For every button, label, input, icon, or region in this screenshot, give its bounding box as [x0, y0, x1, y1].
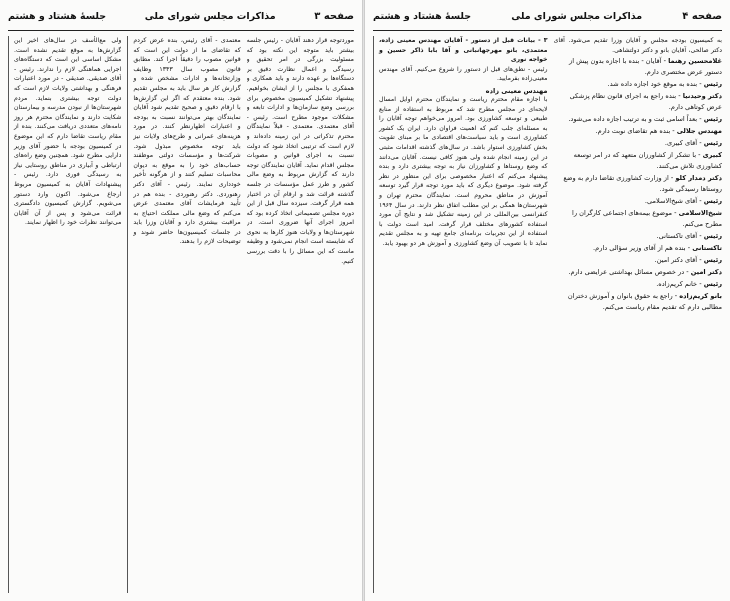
separator: - [684, 268, 691, 277]
speaker-text: از وزارت کشاورزی تقاضا دارم به وضع روستاها رسیدگی شود. [563, 174, 722, 194]
speaker-entry [554, 150, 723, 172]
left-page-header [8, 4, 354, 31]
speaker-name: رئیس [703, 256, 722, 265]
right-page-header [373, 4, 722, 31]
speaker-text: راجع به حقوق بانوان و آموزش دختران مطالبی دارم که تقدیم مقام ریاست می‌کنم. [567, 292, 722, 312]
speaker-name: تاکستانی [692, 244, 722, 253]
speaker-text: خانم کریم‌زاده. [656, 280, 698, 289]
session-title: جلسهٔ هشتاد و هشتم [8, 11, 107, 23]
speaker-text: موضوع بیمه‌های اجتماعی کارگران را مطرح می‌کنم. [572, 209, 722, 229]
speaker-name: رئیس [703, 197, 722, 206]
speaker-name: کبیری [702, 151, 722, 160]
separator: - [672, 209, 679, 218]
speaker-entry [554, 291, 723, 313]
speaker-entry [554, 79, 723, 90]
separator: - [697, 197, 704, 206]
speaker-entry [554, 138, 723, 149]
separator: - [676, 92, 683, 101]
speaker-entry [554, 231, 723, 242]
speaker-entry [554, 173, 723, 195]
speaker-name: دکتر امین [690, 268, 722, 277]
speaker-text: بعداً اسامی ثبت و به ترتیب اجازه داده می‌شود. [568, 115, 698, 124]
speaker-entry [554, 208, 723, 230]
separator: - [697, 232, 704, 241]
speaker-name: رئیس [703, 115, 722, 124]
speaker-list [554, 56, 723, 313]
speaker-name: دکتر وحیدنیا [682, 92, 722, 101]
right-column-2 [373, 36, 548, 593]
page-number: صفحه ۳ [314, 11, 354, 22]
left-column-2 [127, 36, 240, 593]
separator: - [672, 292, 680, 301]
speaker-text: آقای شیخ‌الاسلامی. [644, 197, 698, 206]
speaker-text: آقای کبیری. [664, 139, 698, 148]
speaker-text: بنده هم از آقای وزیر سؤالی دارم. [593, 244, 686, 253]
speaker-entry [554, 267, 723, 278]
speaker-name: رئیس [703, 280, 722, 289]
left-column-3 [8, 36, 121, 593]
speaker-name: رئیس [703, 80, 722, 89]
left-page-columns [8, 36, 354, 593]
speaker-entry [554, 91, 723, 113]
separator: - [696, 151, 703, 160]
speaker-entry [554, 255, 723, 266]
speech-text: با اجازه مقام محترم ریاست و نمایندگان محترم اوایل امسال لایحه‌ای در مجلس مطرح شد که مربوط به استفاده از منابع طبیعی و توسعه کشاورزی بود. امروز می‌خواهم توجه آقایان را به مسئله‌ای جلب کنم که اهمیت فراوان دارد. ایران یک کشور کشاورزی است و باید سیاست‌های اقتصادی ما بر مبنای تقویت بخش کشاورزی استوار باشد. در سال‌های گذشته اقدامات مثبتی در این زمینه انجام شده ولی هنوز کافی نیست. آقایان می‌دانند که وضع روستاها و کشاورزان نیاز به توجه بیشتری دارد و بنده پیشنهاد می‌کنم که اعتبار مخصوصی برای این منظور در نظر گرفته شود. موضوع دیگری که باید مورد توجه قرار گیرد توسعه آموزش در مناطق محروم است. نمایندگان محترم تهران و شهرستان‌ها همگی بر این مطلب اتفاق نظر دارند. در سال ۱۹۶۴ کنفرانسی بین‌المللی در این زمینه تشکیل شد و نتایج آن مورد استفاده کشورهای مختلف قرار گرفت. امید است دولت با استفاده از این تجربیات برنامه‌ای جامع تهیه و به مجلس تقدیم نماید تا با تصویب آن وضع کشاورزی و آموزش هر دو بهبود یابد. [379, 95, 548, 247]
speaker-text: با تشکر از کشاورزان متعهد که در امر توسعه کشاورزی تلاش می‌کنند. [573, 151, 722, 171]
right-page-columns [373, 36, 722, 593]
speaker-name: شیخ‌الاسلامی [678, 209, 722, 218]
speaker-text: در خصوص مسائل بهداشتی عرایضی دارم. [568, 268, 685, 277]
speaker-entry [554, 114, 723, 125]
column-text: معتمدی - آقای رئیس، بنده عرض کردم که تقاضای ما از دولت این است که قوانین مصوب را دقیقاً اجرا کند. مطابق قانون مصوب سال ۱۳۴۳ وظایف وزارتخانه‌ها و ادارات مشخص شده و گزارش کار هر سال باید به مجلس تقدیم شود. بنده معتقدم که اگر این گزارش‌ها با ارقام دقیق و صحیح تقدیم شود آقایان نمایندگان بهتر می‌توانند نسبت به بودجه و اعتبارات اظهارنظر کنند. در مورد هزینه‌های عمرانی و طرح‌های ولایات نیز باید توجه مخصوص مبذول شود. شرکت‌ها و مؤسسات دولتی موظفند حساب‌های خود را به موقع به دیوان محاسبات تسلیم کنند و از هرگونه تأخیر خودداری نمایند. رئیس - آقای دکتر رهنوردی. دکتر رهنوردی - بنده هم در تأیید فرمایشات آقای معتمدی عرض می‌کنم که وضع مالی مملکت احتیاج به مراقبت بیشتری دارد و آقایان وزرا باید در جلسات کمیسیون‌ها حاضر شوند و توضیحات لازم را بدهند. [133, 37, 241, 246]
session-title: جلسهٔ هشتاد و هشتم [373, 11, 472, 23]
separator: - [697, 80, 704, 89]
separator: - [668, 174, 676, 183]
speaker-entry [554, 279, 723, 290]
speaker-text: آقایان - بنده با اجازه بدون پیش از دستور عرض مختصری دارم. [569, 57, 722, 77]
separator: - [697, 139, 704, 148]
speaker-text: بنده به موقع خود اجازه داده شد. [607, 80, 698, 89]
separator: - [685, 244, 693, 253]
speaker-entry [554, 243, 723, 254]
speaker-name: مهندس معینی زاده [485, 86, 548, 95]
right-column-1 [554, 36, 723, 593]
column-text: ولی مع‌الأسف در سال‌های اخیر این گزارش‌ها به موقع تقدیم نشده است. مشکل اساسی این است که دستگاه‌های اجرایی هماهنگی لازم را ندارند. رئیس - آقای صدیقی. صدیقی - در مورد اعتبارات فرهنگی و بهداشتی ولایات لازم است که دولت توجه بیشتری بنماید. مردم شهرستان‌ها از نبودن مدرسه و بیمارستان شکایت دارند و نمایندگان محترم هر روز نامه‌های متعددی دریافت می‌کنند. بنده از مقام ریاست تقاضا دارم که این موضوع در کمیسیون بودجه با حضور آقای وزیر دارایی مطرح شود. همچنین وضع راه‌های ارتباطی و آبیاری در مناطق روستایی نیاز به رسیدگی فوری دارد. رئیس - پیشنهادات آقایان به کمیسیون مربوط ارجاع می‌شود. اکنون وارد دستور می‌شویم. گزارش کمیسیون دادگستری قرائت می‌شود و پس از آن آقایان می‌توانند نظرات خود را اظهار نمایند. [14, 37, 122, 227]
speaker-entry [554, 56, 723, 78]
speaker-name: رئیس [703, 232, 722, 241]
right-page [365, 0, 730, 601]
speaker-name: مهندس جلالی [676, 127, 722, 136]
separator: - [697, 115, 704, 124]
separator: - [697, 280, 704, 289]
separator: - [697, 256, 704, 265]
intro-text: رئیس - نطق‌های قبل از دستور را شروع می‌کنیم. آقای مهندس معینی‌زاده بفرمایید. [379, 65, 548, 83]
left-column-1 [247, 36, 354, 593]
speaker-name: رئیس [703, 139, 722, 148]
speaker-name: غلامحسین رهنما [668, 57, 722, 66]
speaker-name: بانو کریم‌زاده [679, 292, 722, 301]
page-number: صفحه ۴ [682, 11, 722, 22]
speaker-text: بنده راجع به اجرای قانون نظام پزشکی عرض کوتاهی دارم. [569, 92, 722, 112]
journal-title: مذاکرات مجلس شورای ملی [511, 11, 643, 23]
speaker-entry [554, 196, 723, 207]
column-text: موردتوجه قرار دهند آقایان - رئیس جلسه بیشتر باید متوجه این نکته بود که مسئولیت بزرگی در امر تحقیق و رسیدگی و اعمال نظارت دقیق بر دستگاه‌ها بر عهده دارند و باید همکاری و همفکری با مجلس را از ایشان بخواهیم. پیشنهاد تشکیل کمیسیون مخصوص برای بررسی وضع سازمان‌ها و ادارات تابعه و مشکلات موجود مطرح است. رئیس - آقای معتمدی. معتمدی - قبلاً نمایندگان محترم تذکراتی در این زمینه داده‌اند و لازم است که ترتیبی اتخاذ شود که دولت نسبت به اجرای قوانین و مصوبات مجلس اقدام نماید. آقایان نمایندگان توجه دارند که گزارش مربوط به وضع مالی کشور و طرز عمل مؤسسات در جلسه گذشته قرائت شد و ارقام آن در اختیار همه قرار گرفت. سیزده سال قبل از این دوره مجلس تصمیماتی اتخاذ کرده بود که امروز اجرای آنها ضروری است. در شهرستان‌ها و ولایات هنوز کارها به نحوی که شایسته است انجام نمی‌شود و وظیفه ماست که این مسائل را با دقت بررسی کنیم. [246, 37, 354, 265]
speaker-name: دکتر دمدار کلو [675, 174, 722, 183]
journal-title: مذاکرات مجلس شورای ملی [144, 11, 276, 23]
separator: - [661, 57, 669, 66]
speaker-entry [554, 126, 723, 137]
speaker-text: آقای تاکستانی. [656, 232, 698, 241]
left-page [0, 0, 362, 601]
separator: - [670, 127, 677, 136]
column-text: به کمیسیون بودجه مجلس و آقایان وزرا تقدیم می‌شود. آقای دکتر صالحی، آقایان بانو و دکتر دولتشاهی. [553, 37, 722, 54]
speaker-text: آقای دکتر امین. [654, 256, 698, 265]
speaker-text: بنده هم تقاضای نوبت دارم. [595, 127, 671, 136]
section-heading: ۳ - بیانات قبل از دستور - آقایان مهندس معینی زاده، معتمدی، بانو مهرجهانبانی و آقا بابا ذاکر حسین و خواجه نوری [379, 37, 548, 64]
